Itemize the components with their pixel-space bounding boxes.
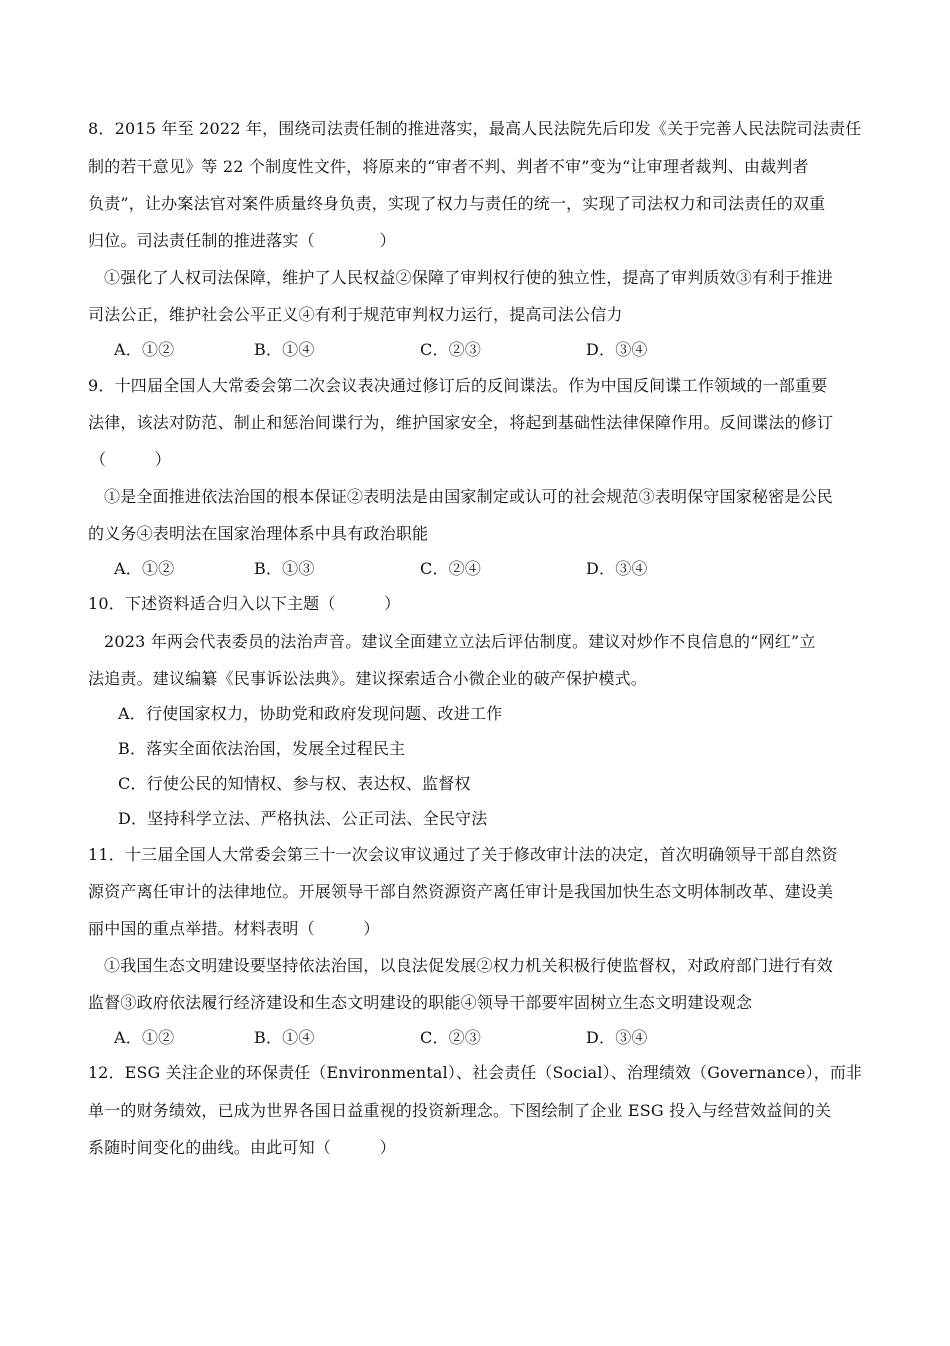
q10-option-c[interactable]: C．行使公民的知情权、参与权、表达权、监督权 xyxy=(118,774,471,793)
q8-option-d[interactable]: D．③④ xyxy=(586,340,648,359)
q8-stem-line-4: 归位。司法责任制的推进落实（ ） xyxy=(88,231,396,250)
q9-option-c[interactable]: C．②④ xyxy=(420,559,482,578)
q9-stem-line-1: 9．十四届全国人大常委会第二次会议表决通过修订后的反间谍法。作为中国反间谍工作领域的一部重要 xyxy=(88,376,828,395)
q8-stem-line-2: 制的若干意见》等 22 个制度性文件，将原来的“审者不判、判者不审”变为“让审理者裁判、由裁判者 xyxy=(88,157,809,176)
q11-stem-line-2: 源资产离任审计的法律地位。开展领导干部自然资源资产离任审计是我国加快生态文明体制改革、建设美 xyxy=(88,882,834,901)
q12-stem-line-3: 系随时间变化的曲线。由此可知（ ） xyxy=(88,1138,396,1157)
q9-stem-line-2: 法律，该法对防范、制止和惩治间谍行为，维护国家安全，将起到基础性法律保障作用。反间谍法的修订 xyxy=(88,413,834,432)
q11-option-a[interactable]: A．①② xyxy=(114,1028,175,1047)
q9-statements-line-2: 的义务④表明法在国家治理体系中具有政治职能 xyxy=(88,524,429,543)
q11-option-c[interactable]: C．②③ xyxy=(420,1028,482,1047)
q9-option-a[interactable]: A．①② xyxy=(114,559,175,578)
q9-stem-line-3: （ ） xyxy=(90,450,172,469)
q8-option-b[interactable]: B．①④ xyxy=(254,340,315,359)
q11-option-d[interactable]: D．③④ xyxy=(586,1028,648,1047)
q11-option-b[interactable]: B．①④ xyxy=(254,1028,315,1047)
q8-stem-line-3: 负责”，让办案法官对案件质量终身负责，实现了权力与责任的统一，实现了司法权力和司法责任的双重 xyxy=(88,194,826,213)
q10-option-d[interactable]: D．坚持科学立法、严格执法、公正司法、全民守法 xyxy=(118,809,488,828)
q9-statements-line-1: ①是全面推进依法治国的根本保证②表明法是由国家制定或认可的社会规范③表明保守国家秘密是公民 xyxy=(104,487,834,506)
q8-option-c[interactable]: C．②③ xyxy=(420,340,482,359)
q11-stem-line-1: 11．十三届全国人大常委会第三十一次会议审议通过了关于修改审计法的决定，首次明确领导干部自然资 xyxy=(88,845,838,864)
q10-material-line-2: 法追责。建议编纂《民事诉讼法典》。建议探索适合小微企业的破产保护模式。 xyxy=(88,669,648,688)
q8-option-a[interactable]: A．①② xyxy=(114,340,175,359)
q8-statements-line-1: ①强化了人权司法保障，维护了人民权益②保障了审判权行使的独立性，提高了审判质效③有利于推进 xyxy=(104,268,834,287)
q12-stem-line-1: 12．ESG 关注企业的环保责任（Environmental）、社会责任（Social）、治理绩效（Governance），而非 xyxy=(88,1063,862,1082)
q9-option-b[interactable]: B．①③ xyxy=(254,559,315,578)
q10-option-a[interactable]: A．行使国家权力，协助党和政府发现问题、改进工作 xyxy=(118,704,503,723)
q11-statements-line-1: ①我国生态文明建设要坚持依法治国，以良法促发展②权力机关积极行使监督权，对政府部门进行有效 xyxy=(104,956,834,975)
q11-statements-line-2: 监督③政府依法履行经济建设和生态文明建设的职能④领导干部要牢固树立生态文明建设观念 xyxy=(88,993,753,1012)
q8-statements-line-2: 司法公正，维护社会公平正义④有利于规范审判权力运行，提高司法公信力 xyxy=(88,305,623,324)
q10-stem-line-1: 10．下述资料适合归入以下主题（ ） xyxy=(88,594,401,613)
q10-option-b[interactable]: B．落实全面依法治国，发展全过程民主 xyxy=(118,739,406,758)
q12-stem-line-2: 单一的财务绩效，已成为世界各国日益重视的投资新理念。下图绘制了企业 ESG 投入与经营效益间的关 xyxy=(88,1101,832,1120)
q8-stem-line-1: 8．2015 年至 2022 年，围绕司法责任制的推进落实，最高人民法院先后印发《关于完善人民法院司法责任 xyxy=(88,119,862,138)
q9-option-d[interactable]: D．③④ xyxy=(586,559,648,578)
q10-material-line-1: 2023 年两会代表委员的法治声音。建议全面建立立法后评估制度。建议对炒作不良信息的“网红”立 xyxy=(104,632,816,651)
q11-stem-line-3: 丽中国的重点举措。材料表明（ ） xyxy=(88,919,380,938)
